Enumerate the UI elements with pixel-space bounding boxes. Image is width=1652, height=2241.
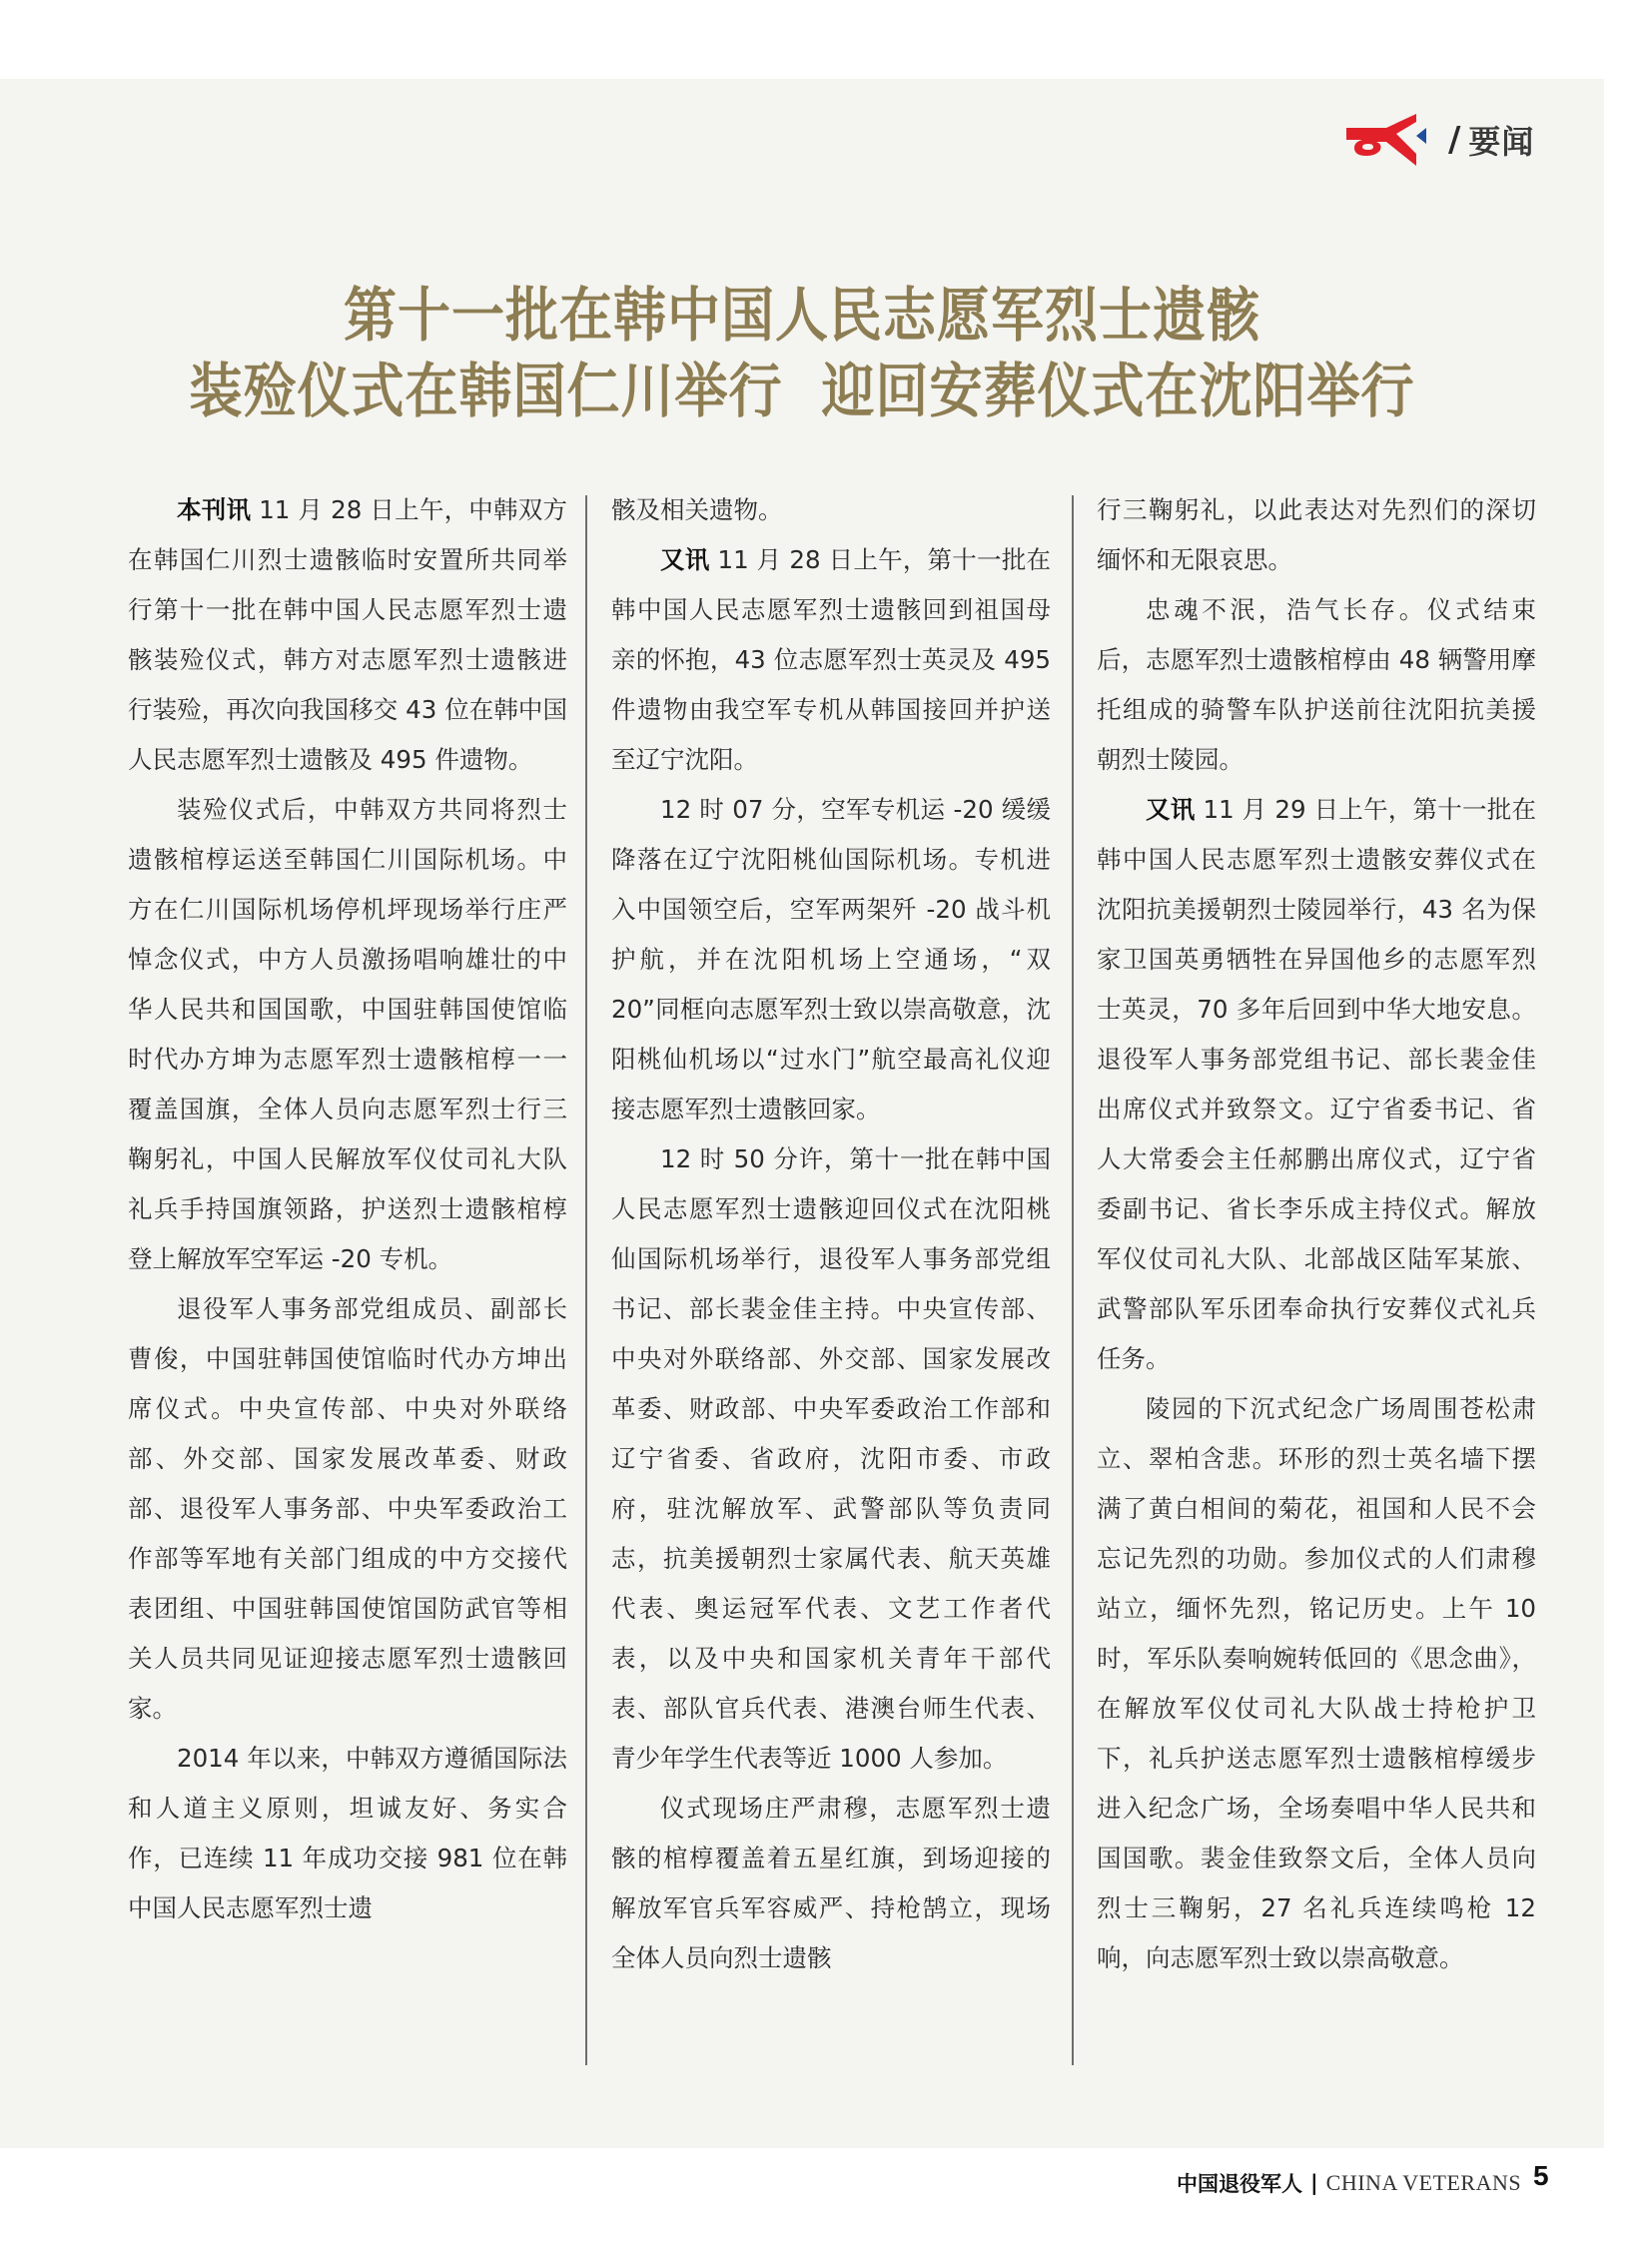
dateline-lead: 本刊讯 — [177, 495, 252, 524]
page-footer — [1177, 2163, 1521, 2203]
paragraph-text: 仪式现场庄严肃穆，志愿军烈士遗骸的棺椁覆盖着五星红旗，到场迎接的解放军官兵军容威严、持枪鹄立，现场全体人员向烈士遗骸 — [611, 1794, 1051, 1972]
paragraph — [1097, 585, 1536, 785]
paragraph-text: 2014 年以来，中韩双方遵循国际法和人道主义原则，坦诚友好、务实合作，已连续 11 年成功交接 981 位在韩中国人民志愿军烈士遗 — [128, 1744, 567, 1922]
column-divider — [585, 495, 587, 2065]
paragraph-text: 陵园的下沉式纪念广场周围苍松肃立、翠柏含悲。环形的烈士英名墙下摆满了黄白相间的菊花，祖国和人民不会忘记先烈的功勋。参加仪式的人们肃穆站立，缅怀先烈，铭记历史。上午 10 时，军乐队奏响婉转低回的《思念曲》，在解放军仪仗司礼大队战士持枪护卫下，礼兵护送志愿军烈士遗骸棺椁缓步进入纪念广场，全场奏唱中华人民共和国国歌。裴金佳致祭文后，全体人员向烈士三鞠躬，27 名礼兵连续鸣枪 12 响，向志愿军烈士致以崇高敬意。 — [1097, 1394, 1536, 1972]
paragraph — [611, 1134, 1051, 1784]
article-column-2 — [611, 485, 1051, 1983]
paragraph-text: 退役军人事务部党组成员、副部长曹俊，中国驻韩国使馆临时代办方坤出席仪式。中央宣传部、中央对外联络部、外交部、国家发展改革委、财政部、退役军人事务部、中央军委政治工作部等军地有关部门组成的中方交接代表团组、中国驻韩国使馆国防武官等相关人员共同见证迎接志愿军烈士遗骸回家。 — [128, 1294, 567, 1723]
paragraph — [611, 535, 1051, 785]
magazine-name-cn: 中国退役军人 — [1177, 2172, 1302, 2196]
section-separator: / — [1448, 120, 1461, 160]
article-column-1 — [128, 485, 567, 1933]
article-column-3 — [1097, 485, 1536, 1983]
paragraph — [611, 1784, 1051, 1983]
paragraph-text: 11 月 28 日上午，中韩双方在韩国仁川烈士遗骸临时安置所共同举行第十一批在韩中国人民志愿军烈士遗骸装殓仪式，韩方对志愿军烈士遗骸进行装殓，再次向我国移交 43 位在韩中国人民志愿军烈士遗骸及 495 件遗物。 — [128, 495, 567, 774]
title-line: 装殓仪式在韩国仁川举行 迎回安葬仪式在沈阳举行 — [189, 357, 1415, 426]
paragraph-text: 忠魂不泯，浩气长存。仪式结束后，志愿军烈士遗骸棺椁由 48 辆警用摩托组成的骑警车队护送前往沈阳抗美援朝烈士陵园。 — [1097, 595, 1536, 774]
article-title — [0, 278, 1604, 429]
paragraph — [1097, 485, 1536, 585]
paragraph-text: 11 月 28 日上午，第十一批在韩中国人民志愿军烈士遗骸回到祖国母亲的怀抱，43 位志愿军烈士英灵及 495 件遗物由我空军专机从韩国接回并护送至辽宁沈阳。 — [611, 545, 1051, 774]
paragraph-text: 11 月 29 日上午，第十一批在韩中国人民志愿军烈士遗骸安葬仪式在沈阳抗美援朝烈士陵园举行，43 名为保家卫国英勇牺牲在异国他乡的志愿军烈士英灵，70 多年后回到中华大地安息。退役军人事务部党组书记、部长裴金佳出席仪式并致祭文。辽宁省委书记、省人大常委会主任郝鹏出席仪式，辽宁省委副书记、省长李乐成主持仪式。解放军仪仗司礼大队、北部战区陆军某旅、武警部队军乐团奉命执行安葬仪式礼兵任务。 — [1097, 795, 1536, 1373]
dateline-lead: 又讯 — [1146, 795, 1196, 824]
paragraph-text: 12 时 50 分许，第十一批在韩中国人民志愿军烈士遗骸迎回仪式在沈阳桃仙国际机场举行，退役军人事务部党组书记、部长裴金佳主持。中央宣传部、中央对外联络部、外交部、国家发展改革委、财政部、中央军委政治工作部和辽宁省委、省政府，沈阳市委、市政府，驻沈解放军、武警部队等负责同志，抗美援朝烈士家属代表、航天英雄代表、奥运冠军代表、文艺工作者代表，以及中央和国家机关青年干部代表、部队官兵代表、港澳台师生代表、青少年学生代表等近 1000 人参加。 — [611, 1144, 1051, 1773]
paragraph-text: 12 时 07 分，空军专机运 -20 缓缓降落在辽宁沈阳桃仙国际机场。专机进入中国领空后，空军两架歼 -20 战斗机护航，并在沈阳机场上空通场，“双 20”同框向志愿军烈士致以崇高敬意，沈阳桃仙机场以“过水门”航空最高礼仪迎接志愿军烈士遗骸回家。 — [611, 795, 1051, 1123]
section-name: 要闻 — [1468, 123, 1535, 161]
magazine-name-en: CHINA VETERANS — [1325, 2170, 1522, 2195]
veterans-magazine-logo-icon — [1346, 114, 1438, 166]
paragraph — [611, 785, 1051, 1134]
paragraph-text: 装殓仪式后，中韩双方共同将烈士遗骸棺椁运送至韩国仁川国际机场。中方在仁川国际机场停机坪现场举行庄严悼念仪式，中方人员激扬唱响雄壮的中华人民共和国国歌，中国驻韩国使馆临时代办方坤为志愿军烈士遗骸棺椁一一覆盖国旗，全体人员向志愿军烈士行三鞠躬礼，中国人民解放军仪仗司礼大队礼兵手持国旗领路，护送烈士遗骸棺椁登上解放军空军运 -20 专机。 — [128, 795, 567, 1273]
paragraph — [128, 1284, 567, 1734]
paragraph — [1097, 785, 1536, 1384]
paragraph — [128, 485, 567, 785]
paragraph — [611, 485, 1051, 535]
title-line: 第十一批在韩中国人民志愿军烈士遗骸 — [344, 281, 1260, 351]
dateline-lead: 又讯 — [660, 545, 710, 574]
paragraph — [128, 1734, 567, 1933]
section-header — [1346, 110, 1534, 170]
paragraph-text: 行三鞠躬礼，以此表达对先烈们的深切缅怀和无限哀思。 — [1097, 495, 1536, 574]
column-divider — [1072, 495, 1074, 2065]
footer-separator: | — [1310, 2171, 1318, 2195]
paragraph — [1097, 1384, 1536, 1983]
paragraph — [128, 785, 567, 1284]
page-number: 5 — [1533, 2160, 1549, 2191]
paragraph-text: 骸及相关遗物。 — [611, 495, 783, 524]
